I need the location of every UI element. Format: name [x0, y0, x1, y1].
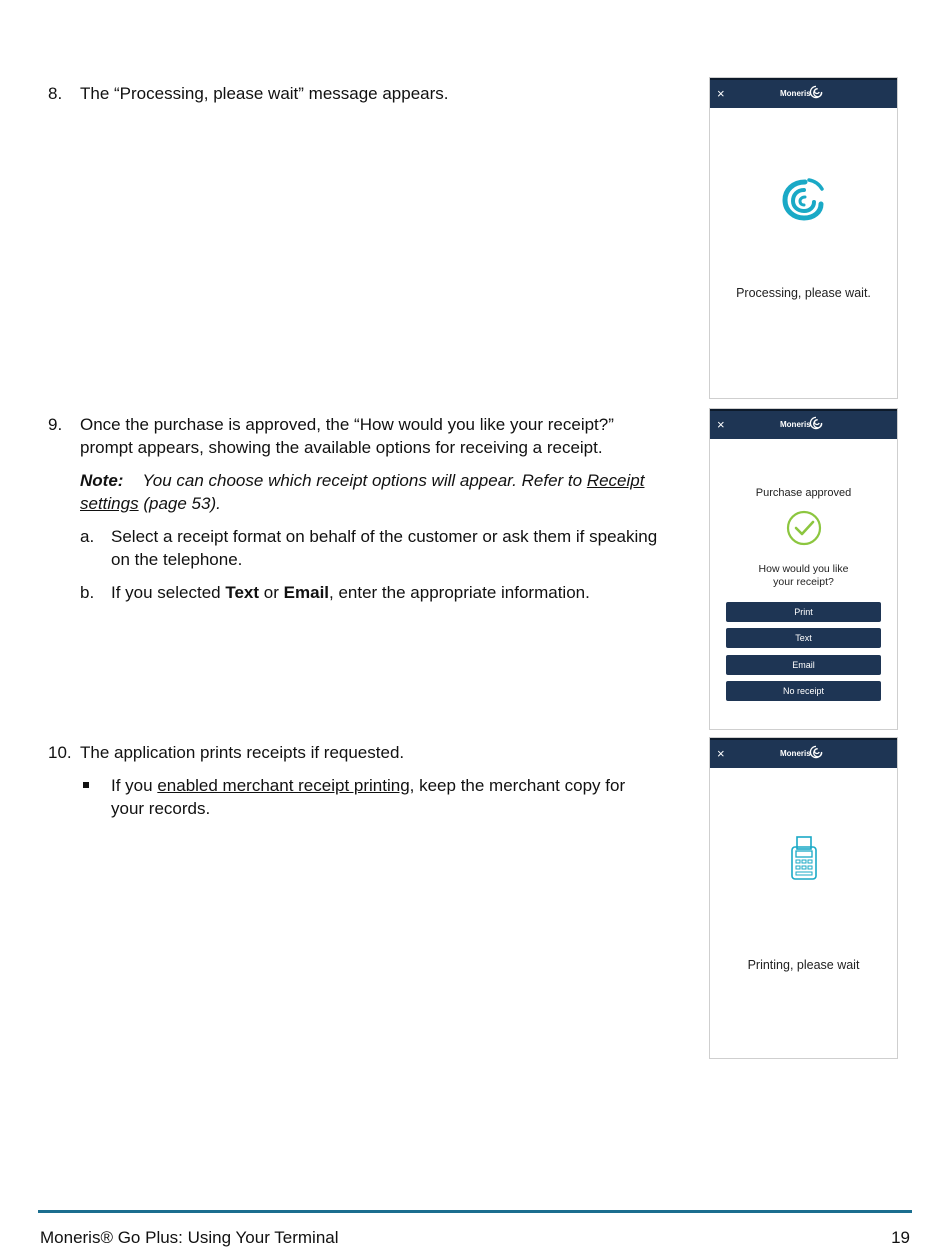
printing-message: Printing, please wait: [747, 958, 860, 972]
no-receipt-button[interactable]: No receipt: [726, 681, 881, 701]
close-icon[interactable]: ×: [717, 746, 725, 761]
step-text: The “Processing, please wait” message appears.: [80, 84, 449, 103]
email-button[interactable]: Email: [726, 655, 881, 675]
moneris-swirl-icon: [781, 178, 827, 222]
step-9: [48, 413, 658, 614]
bullet-text-post: , keep the merchant copy for your records.: [111, 776, 626, 818]
step-number: 9.: [48, 415, 63, 434]
note: [80, 469, 658, 515]
footer-title: Moneris® Go Plus: Using Your Terminal: [40, 1228, 339, 1247]
printer-terminal-icon: [789, 835, 819, 881]
bullet-text-pre: If you: [111, 776, 153, 795]
print-button[interactable]: Print: [726, 602, 881, 622]
email-option-bold: Email: [283, 583, 330, 602]
bullet-item: [80, 774, 658, 820]
receipt-question-line2: your receipt?: [773, 576, 834, 588]
processing-screen: [709, 77, 898, 399]
receipt-options-screen: [709, 408, 898, 730]
processing-message: Processing, please wait.: [736, 286, 871, 300]
header-bar: [710, 409, 897, 439]
step-number: 10.: [48, 743, 72, 762]
note-text: You can choose which receipt options will appear. Refer to: [142, 471, 583, 490]
sub-step-b: [80, 581, 658, 604]
sub-step-a: [80, 525, 658, 571]
header-bar: [710, 78, 897, 108]
close-icon[interactable]: ×: [717, 417, 725, 432]
merchant-receipt-printing-link[interactable]: enabled merchant receipt printing: [157, 776, 410, 795]
sub-step-text: Select a receipt format on behalf of the customer or ask them if speaking on the telephone.: [111, 527, 658, 569]
sub-step-marker: b.: [80, 583, 95, 602]
page-number: 19: [891, 1228, 910, 1247]
receipt-settings-link[interactable]: Receipt settings: [80, 471, 645, 513]
printing-screen: [709, 737, 898, 1059]
close-icon[interactable]: ×: [717, 86, 725, 101]
checkmark-circle-icon: [786, 510, 822, 546]
step-10: [48, 741, 658, 830]
step-number: 8.: [48, 84, 63, 103]
header-bar: [710, 738, 897, 768]
text-button[interactable]: Text: [726, 628, 881, 648]
moneris-logo-icon: [808, 84, 824, 100]
sub-step-text-pre: If you selected: [111, 583, 221, 602]
purchase-status: Purchase approved: [755, 487, 852, 499]
sub-step-marker: a.: [80, 527, 95, 546]
text-option-bold: Text: [225, 583, 260, 602]
brand-name: Moneris: [780, 420, 811, 429]
brand-name: Moneris: [780, 89, 811, 98]
note-suffix: (page 53).: [143, 494, 221, 513]
sub-step-text-post: , enter the appropriate information.: [329, 583, 590, 602]
sub-step-or: or: [263, 583, 279, 602]
square-bullet-icon: [83, 782, 89, 788]
receipt-question-line1: How would you like: [758, 563, 849, 575]
step-text: Once the purchase is approved, the “How would you like your receipt?” prompt appears, showing the available options for receiving a receipt.: [80, 415, 614, 457]
step-8: [48, 82, 658, 115]
footer-rule: [38, 1210, 912, 1213]
moneris-logo-icon: [808, 744, 824, 760]
brand-name: Moneris: [780, 749, 811, 758]
note-label: Note:: [80, 471, 124, 490]
step-text: The application prints receipts if requested.: [80, 743, 405, 762]
moneris-logo-icon: [808, 415, 824, 431]
